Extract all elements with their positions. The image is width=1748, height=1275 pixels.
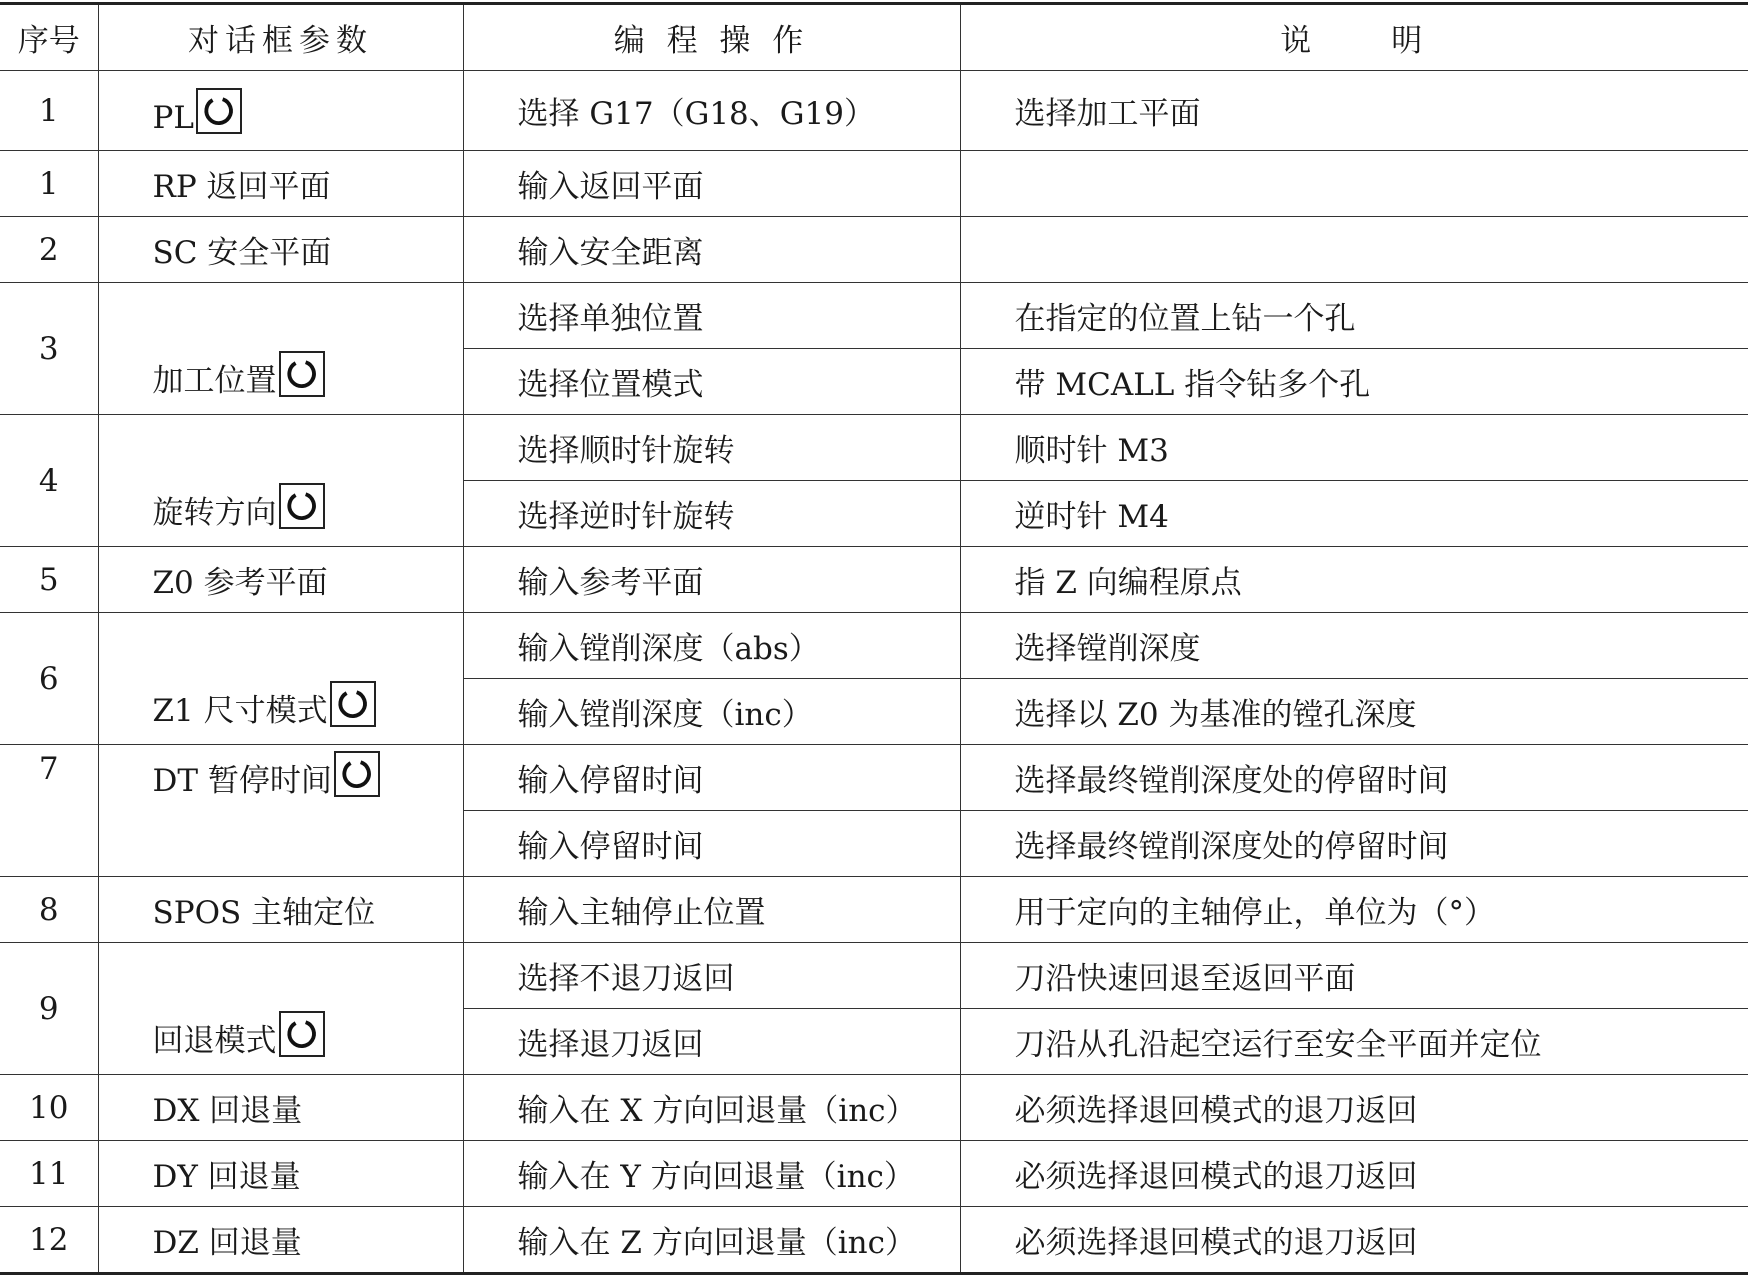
- row-operation: 选择位置模式: [463, 349, 960, 415]
- row-param: [98, 283, 463, 415]
- row-operation: 输入在 Z 方向回退量（inc）: [463, 1207, 960, 1274]
- row-description: 必须选择退回模式的退刀返回: [960, 1141, 1748, 1207]
- row-param: SPOS 主轴定位: [98, 877, 463, 943]
- row-no: 2: [0, 217, 98, 283]
- row-description: 指 Z 向编程原点: [960, 547, 1748, 613]
- param-label: 加工位置: [152, 363, 277, 399]
- circular-toggle-icon[interactable]: [334, 751, 380, 797]
- row-param: Z0 参考平面: [98, 547, 463, 613]
- row-no: 10: [0, 1075, 98, 1141]
- row-no: 8: [0, 877, 98, 943]
- row-description: [960, 217, 1748, 283]
- row-description: 选择镗削深度: [960, 613, 1748, 679]
- row-operation: 输入停留时间: [463, 745, 960, 811]
- row-no: 7: [0, 745, 98, 877]
- table-row: [0, 283, 1748, 349]
- row-param: [98, 745, 463, 877]
- row-param: DZ 回退量: [98, 1207, 463, 1274]
- row-operation: 选择退刀返回: [463, 1009, 960, 1075]
- header-description: 说 明: [960, 4, 1748, 71]
- row-description: 选择最终镗削深度处的停留时间: [960, 811, 1748, 877]
- row-param: DY 回退量: [98, 1141, 463, 1207]
- table-row: [0, 1207, 1748, 1274]
- row-param: DX 回退量: [98, 1075, 463, 1141]
- param-label: PL: [152, 100, 194, 136]
- row-operation: 选择不退刀返回: [463, 943, 960, 1009]
- row-operation: 选择顺时针旋转: [463, 415, 960, 481]
- row-operation: 输入在 Y 方向回退量（inc）: [463, 1141, 960, 1207]
- header-row: [0, 4, 1748, 71]
- row-no: 1: [0, 71, 98, 151]
- table-row: [0, 71, 1748, 151]
- row-operation: 输入主轴停止位置: [463, 877, 960, 943]
- table-row: [0, 415, 1748, 481]
- row-description: 用于定向的主轴停止，单位为（°）: [960, 877, 1748, 943]
- param-label: 旋转方向: [152, 495, 277, 531]
- header-param: 对话框参数: [98, 4, 463, 71]
- row-param: [98, 613, 463, 745]
- table-row: [0, 877, 1748, 943]
- row-no: 12: [0, 1207, 98, 1274]
- row-description: [960, 151, 1748, 217]
- table-row: [0, 613, 1748, 679]
- table-row: [0, 217, 1748, 283]
- row-no: 5: [0, 547, 98, 613]
- table-row: [0, 745, 1748, 811]
- row-param: [98, 71, 463, 151]
- row-description: 带 MCALL 指令钻多个孔: [960, 349, 1748, 415]
- param-label: DT 暂停时间: [152, 763, 332, 799]
- row-param: SC 安全平面: [98, 217, 463, 283]
- row-operation: 输入镗削深度（abs）: [463, 613, 960, 679]
- row-description: 逆时针 M4: [960, 481, 1748, 547]
- row-description: 必须选择退回模式的退刀返回: [960, 1075, 1748, 1141]
- table-row: [0, 1141, 1748, 1207]
- param-label: Z1 尺寸模式: [152, 693, 328, 729]
- row-description: 必须选择退回模式的退刀返回: [960, 1207, 1748, 1274]
- row-operation: 输入在 X 方向回退量（inc）: [463, 1075, 960, 1141]
- table-row: [0, 151, 1748, 217]
- row-no: 9: [0, 943, 98, 1075]
- row-no: 3: [0, 283, 98, 415]
- header-operation: 编 程 操 作: [463, 4, 960, 71]
- row-description: 选择最终镗削深度处的停留时间: [960, 745, 1748, 811]
- row-operation: 输入安全距离: [463, 217, 960, 283]
- circular-toggle-icon[interactable]: [279, 351, 325, 397]
- header-no: 序号: [0, 4, 98, 71]
- row-param: [98, 415, 463, 547]
- row-no: 6: [0, 613, 98, 745]
- row-operation: 选择 G17（G18、G19）: [463, 71, 960, 151]
- row-param: RP 返回平面: [98, 151, 463, 217]
- circular-toggle-icon[interactable]: [279, 483, 325, 529]
- row-no: 11: [0, 1141, 98, 1207]
- row-operation: 输入返回平面: [463, 151, 960, 217]
- row-no: 4: [0, 415, 98, 547]
- row-description: 选择以 Z0 为基准的镗孔深度: [960, 679, 1748, 745]
- row-description: 在指定的位置上钻一个孔: [960, 283, 1748, 349]
- row-operation: 输入停留时间: [463, 811, 960, 877]
- circular-toggle-icon[interactable]: [279, 1011, 325, 1057]
- circular-toggle-icon[interactable]: [196, 88, 242, 134]
- row-description: 刀沿从孔沿起空运行至安全平面并定位: [960, 1009, 1748, 1075]
- row-operation: 选择单独位置: [463, 283, 960, 349]
- row-param: [98, 943, 463, 1075]
- cycle-parameter-table: [0, 2, 1748, 1275]
- row-description: 刀沿快速回退至返回平面: [960, 943, 1748, 1009]
- row-operation: 输入参考平面: [463, 547, 960, 613]
- row-description: 选择加工平面: [960, 71, 1748, 151]
- table-row: [0, 547, 1748, 613]
- row-operation: 输入镗削深度（inc）: [463, 679, 960, 745]
- param-label: 回退模式: [152, 1023, 277, 1059]
- table-row: [0, 1075, 1748, 1141]
- row-description: 顺时针 M3: [960, 415, 1748, 481]
- row-no: 1: [0, 151, 98, 217]
- circular-toggle-icon[interactable]: [330, 681, 376, 727]
- row-operation: 选择逆时针旋转: [463, 481, 960, 547]
- table-row: [0, 943, 1748, 1009]
